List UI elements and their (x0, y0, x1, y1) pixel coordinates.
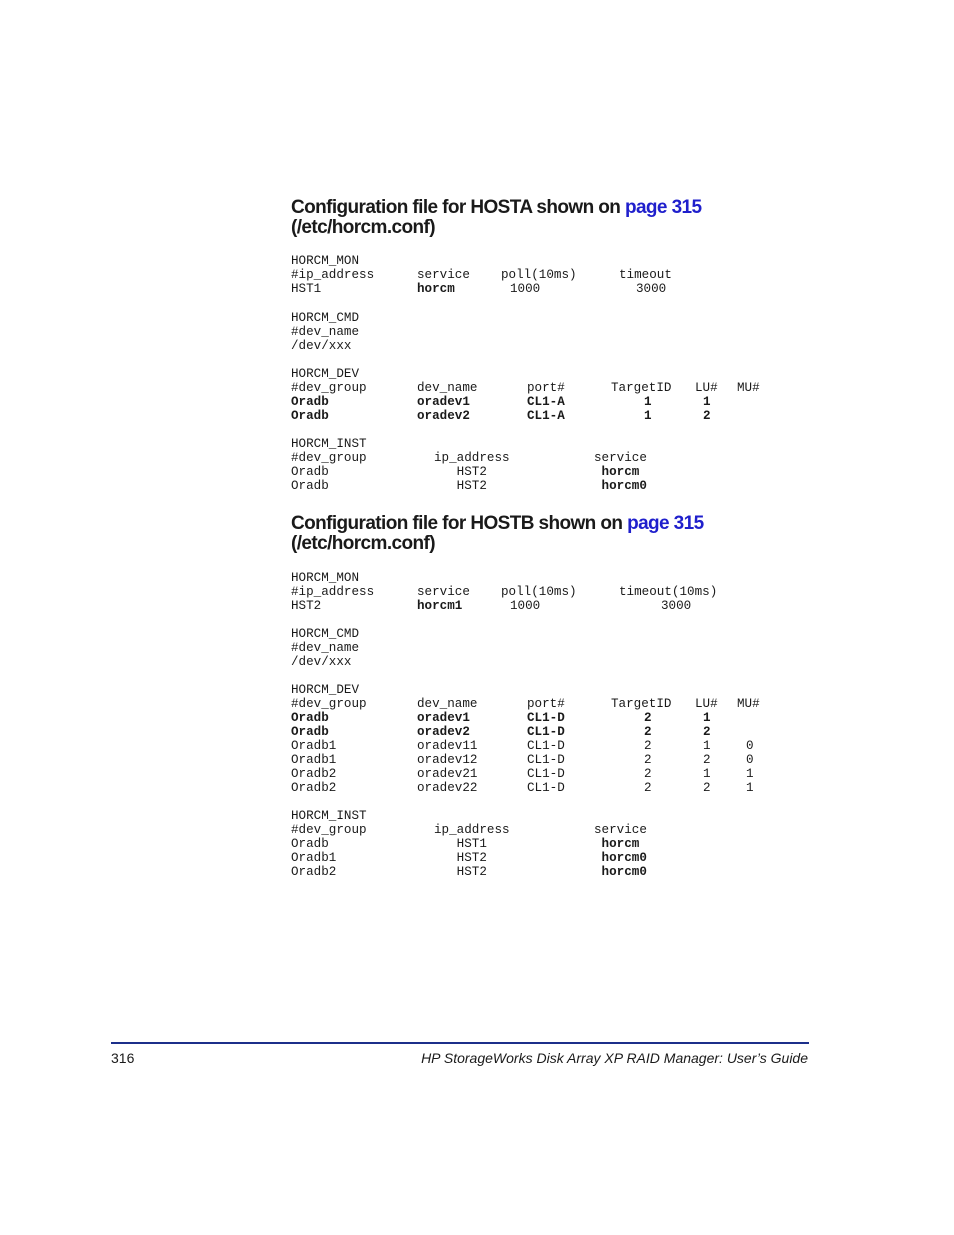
code-cell: CL1-D (527, 711, 565, 725)
code-cell: service (417, 585, 470, 599)
code-cell: HORCM_CMD (291, 627, 360, 641)
code-cell: 2 (644, 781, 652, 795)
code-cell: 3000 (661, 599, 692, 613)
code-cell: #ip_address (291, 585, 375, 599)
heading-text: Configuration file for HOSTB shown on (291, 513, 628, 534)
code-cell: 2 (644, 767, 652, 781)
section-heading-hosta (291, 198, 701, 238)
heading-text: Configuration file for HOSTA shown on (291, 197, 625, 218)
code-cell: horcm0 (594, 865, 647, 879)
code-cell: 2 (703, 725, 711, 739)
code-cell: TargetID (611, 381, 672, 395)
code-cell: 1 (746, 767, 754, 781)
code-cell: oradev12 (417, 753, 478, 767)
code-cell: Oradb2 (291, 767, 337, 781)
code-cell: Oradb (291, 479, 329, 493)
code-cell: dev_name (417, 697, 478, 711)
code-cell: /dev/xxx (291, 339, 352, 353)
code-cell: 0 (746, 753, 754, 767)
code-cell: Oradb2 (291, 781, 337, 795)
code-cell: HORCM_CMD (291, 311, 360, 325)
code-cell: #dev_group (291, 451, 367, 465)
code-cell: ip_address (434, 451, 510, 465)
code-cell: poll(10ms) (501, 268, 577, 282)
page-number: 316 (111, 1050, 135, 1066)
code-cell: 0 (746, 739, 754, 753)
code-cell: HORCM_INST (291, 809, 367, 823)
code-cell: horcm0 (594, 479, 647, 493)
code-cell: 1000 (510, 599, 541, 613)
code-cell: HST2 (434, 865, 487, 879)
code-cell: 1 (746, 781, 754, 795)
code-cell: #dev_group (291, 697, 367, 711)
code-cell: MU# (737, 697, 760, 711)
code-cell: CL1-D (527, 781, 565, 795)
code-cell: 1000 (510, 282, 541, 296)
code-cell: 2 (644, 711, 652, 725)
heading-path: (/etc/horcm.conf) (291, 217, 435, 238)
code-cell: service (417, 268, 470, 282)
code-cell: oradev2 (417, 409, 470, 423)
code-cell: LU# (695, 697, 718, 711)
code-cell: Oradb (291, 465, 329, 479)
code-cell: horcm0 (594, 851, 647, 865)
code-cell: 2 (703, 781, 711, 795)
code-cell: HORCM_INST (291, 437, 367, 451)
code-cell: Oradb (291, 711, 329, 725)
code-cell: oradev2 (417, 725, 470, 739)
code-cell: HORCM_DEV (291, 367, 360, 381)
code-cell: HORCM_MON (291, 254, 360, 268)
code-cell: oradev1 (417, 711, 470, 725)
code-cell: 2 (644, 725, 652, 739)
code-cell: TargetID (611, 697, 672, 711)
code-cell: oradev21 (417, 767, 478, 781)
code-cell: Oradb2 (291, 865, 337, 879)
code-cell: CL1-A (527, 395, 565, 409)
code-cell: Oradb (291, 725, 329, 739)
code-cell: HST1 (434, 837, 487, 851)
code-cell: HST1 (291, 282, 322, 296)
code-cell: Oradb1 (291, 851, 337, 865)
heading-path: (/etc/horcm.conf) (291, 533, 435, 554)
code-cell: Oradb (291, 837, 329, 851)
code-cell: Oradb1 (291, 739, 337, 753)
code-cell: 1 (703, 395, 711, 409)
code-cell: horcm1 (417, 599, 463, 613)
code-cell: HST2 (434, 465, 487, 479)
code-cell: timeout (619, 268, 672, 282)
code-cell: #dev_name (291, 325, 360, 339)
code-cell: CL1-D (527, 767, 565, 781)
code-cell: port# (527, 381, 565, 395)
code-cell: CL1-D (527, 753, 565, 767)
code-cell: MU# (737, 381, 760, 395)
code-cell: 3000 (636, 282, 667, 296)
code-cell: #ip_address (291, 268, 375, 282)
code-cell: HST2 (434, 851, 487, 865)
code-cell: CL1-D (527, 739, 565, 753)
code-cell: horcm (594, 837, 640, 851)
code-cell: HORCM_MON (291, 571, 360, 585)
code-cell: /dev/xxx (291, 655, 352, 669)
code-cell: 2 (644, 753, 652, 767)
code-cell: 1 (703, 711, 711, 725)
footer-rule (111, 1042, 809, 1044)
code-cell: oradev11 (417, 739, 478, 753)
code-cell: CL1-A (527, 409, 565, 423)
code-cell: port# (527, 697, 565, 711)
code-cell: HST2 (434, 479, 487, 493)
code-cell: 1 (644, 395, 652, 409)
code-cell: horcm (594, 465, 640, 479)
section-heading-hostb (291, 514, 704, 554)
code-cell: horcm (417, 282, 455, 296)
code-cell: Oradb1 (291, 753, 337, 767)
code-cell: CL1-D (527, 725, 565, 739)
code-cell: Oradb (291, 395, 329, 409)
code-cell: poll(10ms) (501, 585, 577, 599)
code-cell: dev_name (417, 381, 478, 395)
page-link[interactable]: page 315 (624, 197, 702, 218)
footer-title: HP StorageWorks Disk Array XP RAID Manager: User’s Guide (421, 1050, 808, 1066)
code-cell: #dev_group (291, 381, 367, 395)
page-link[interactable]: page 315 (627, 513, 704, 534)
code-cell: 1 (703, 739, 711, 753)
code-cell: ip_address (434, 823, 510, 837)
code-cell: HST2 (291, 599, 322, 613)
code-cell: oradev22 (417, 781, 478, 795)
code-cell: timeout(10ms) (619, 585, 718, 599)
code-cell: Oradb (291, 409, 329, 423)
code-cell: 2 (703, 409, 711, 423)
code-cell: oradev1 (417, 395, 470, 409)
code-cell: #dev_name (291, 641, 360, 655)
code-cell: service (594, 823, 647, 837)
code-cell: LU# (695, 381, 718, 395)
code-cell: 2 (644, 739, 652, 753)
code-cell: 2 (703, 753, 711, 767)
code-cell: HORCM_DEV (291, 683, 360, 697)
code-cell: #dev_group (291, 823, 367, 837)
code-cell: 1 (644, 409, 652, 423)
code-cell: 1 (703, 767, 711, 781)
code-cell: service (594, 451, 647, 465)
